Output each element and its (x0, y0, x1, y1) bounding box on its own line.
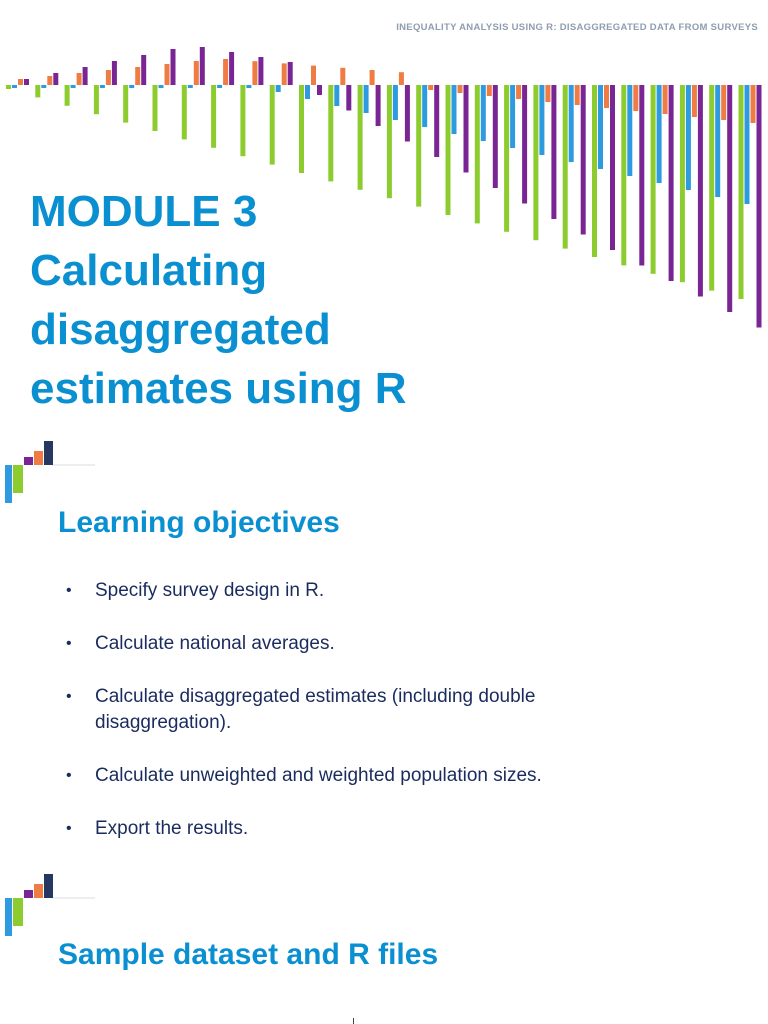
decorative-bar (159, 85, 164, 88)
objective-text: Specify survey design in R. (95, 580, 325, 601)
decorative-bar (516, 85, 521, 99)
decorative-bar (709, 85, 714, 291)
decorative-bar (153, 85, 158, 131)
decorative-bar (481, 85, 486, 141)
objective-text: Export the results. (95, 818, 249, 839)
decorative-bar (171, 49, 176, 85)
module-title-line: estimates using R (30, 364, 407, 413)
decorative-bar (727, 85, 732, 312)
decorative-bar (639, 85, 644, 266)
decorative-bar (458, 85, 463, 93)
decorative-bar (405, 85, 410, 142)
decorative-bar (627, 85, 632, 176)
decorative-bar (715, 85, 720, 197)
decorative-bar (12, 85, 17, 88)
module-title (30, 182, 550, 418)
decorative-bar (65, 85, 70, 106)
decorative-bar (6, 85, 11, 89)
decorative-bar (165, 64, 170, 85)
decorative-bar (223, 59, 228, 85)
page-divider-tick (353, 1018, 354, 1024)
decorative-bar (563, 85, 568, 249)
decorative-bar (211, 85, 216, 148)
decorative-bar (651, 85, 656, 274)
decorative-bar (182, 85, 187, 139)
decorative-bar (364, 85, 369, 113)
decorative-bar (112, 61, 117, 85)
decorative-bar (757, 85, 762, 328)
decorative-bar (200, 47, 205, 85)
decorative-bar (334, 85, 339, 106)
section-marker-icon (0, 871, 100, 941)
decorative-bar (452, 85, 457, 134)
decorative-bar (317, 85, 322, 95)
decorative-bar (270, 85, 275, 165)
objective-text: Calculate national averages. (95, 633, 335, 654)
decorative-bar (376, 85, 381, 126)
decorative-bar (428, 85, 433, 90)
module-title-line: MODULE 3 (30, 187, 258, 236)
decorative-bar (217, 85, 222, 88)
list-item (62, 816, 662, 842)
decorative-bar (493, 85, 498, 188)
decorative-bar (188, 85, 193, 88)
decorative-bar (739, 85, 744, 299)
decorative-bar (100, 85, 105, 88)
decorative-bar (745, 85, 750, 204)
decorative-bar (106, 70, 111, 85)
decorative-bar (282, 63, 287, 85)
list-item (62, 763, 662, 789)
decorative-bar (240, 85, 245, 156)
decorative-bar (18, 79, 23, 85)
decorative-bar (598, 85, 603, 169)
decorative-bar (581, 85, 586, 235)
decorative-bar (83, 67, 88, 85)
decorative-bar (370, 70, 375, 85)
decorative-bar (53, 73, 58, 85)
decorative-bar (545, 85, 550, 102)
decorative-bar (47, 76, 52, 85)
learning-objectives-list (62, 578, 662, 869)
module-title-line: disaggregated (30, 305, 331, 354)
decorative-bar (604, 85, 609, 108)
decorative-bar (77, 73, 82, 85)
section-marker-icon (0, 438, 100, 508)
decorative-bar (299, 85, 304, 173)
decorative-bar (288, 62, 293, 85)
decorative-bar (194, 61, 199, 85)
decorative-bar (434, 85, 439, 157)
decorative-bar (71, 85, 76, 88)
decorative-bar (569, 85, 574, 162)
decorative-bar (399, 72, 404, 85)
decorative-bar (551, 85, 556, 219)
decorative-bar (592, 85, 597, 257)
bullet-icon: • (66, 820, 72, 837)
objective-text: Calculate unweighted and weighted population sizes. (95, 765, 542, 786)
decorative-bar (311, 66, 316, 85)
decorative-bar (692, 85, 697, 117)
decorative-bar (610, 85, 615, 250)
list-item (62, 684, 662, 736)
decorative-bar (123, 85, 128, 123)
decorative-bar (94, 85, 99, 114)
decorative-bar (346, 85, 351, 111)
decorative-bar (698, 85, 703, 297)
decorative-bar (135, 67, 140, 85)
decorative-bar (464, 85, 469, 173)
decorative-bar (539, 85, 544, 155)
decorative-bar (141, 55, 146, 85)
bullet-icon: • (66, 635, 72, 652)
bullet-icon: • (66, 688, 72, 705)
decorative-bar (305, 85, 310, 99)
decorative-bar (358, 85, 363, 190)
decorative-bar (340, 68, 345, 85)
decorative-bar (487, 85, 492, 96)
decorative-bar (328, 85, 333, 181)
list-item (62, 631, 662, 657)
decorative-bar (129, 85, 134, 88)
decorative-bar (680, 85, 685, 282)
decorative-bar (669, 85, 674, 281)
decorative-bar (575, 85, 580, 105)
decorative-bar (721, 85, 726, 120)
learning-objectives-heading: Learning objectives (58, 506, 340, 539)
decorative-bar (633, 85, 638, 111)
sample-dataset-heading: Sample dataset and R files (58, 938, 439, 971)
decorative-bar (621, 85, 626, 265)
decorative-bar (686, 85, 691, 190)
decorative-bar (657, 85, 662, 183)
bullet-icon: • (66, 767, 72, 784)
decorative-bar (510, 85, 515, 148)
decorative-bar (393, 85, 398, 120)
decorative-bar (24, 79, 29, 85)
decorative-bar (258, 57, 263, 85)
decorative-bar (41, 85, 46, 88)
decorative-bar (663, 85, 668, 114)
decorative-bar (422, 85, 427, 127)
bullet-icon: • (66, 582, 72, 599)
decorative-bar (751, 85, 756, 123)
decorative-bar (276, 85, 281, 92)
decorative-bar (252, 61, 257, 85)
decorative-bar (229, 52, 234, 85)
running-header: INEQUALITY ANALYSIS USING R: DISAGGREGATED DATA FROM SURVEYS (396, 22, 758, 33)
decorative-bar (246, 85, 251, 88)
module-title-line: Calculating (30, 246, 268, 295)
objective-text: Calculate disaggregated estimates (including double disaggregation). (95, 686, 536, 733)
list-item (62, 578, 662, 604)
decorative-bar (35, 85, 40, 97)
